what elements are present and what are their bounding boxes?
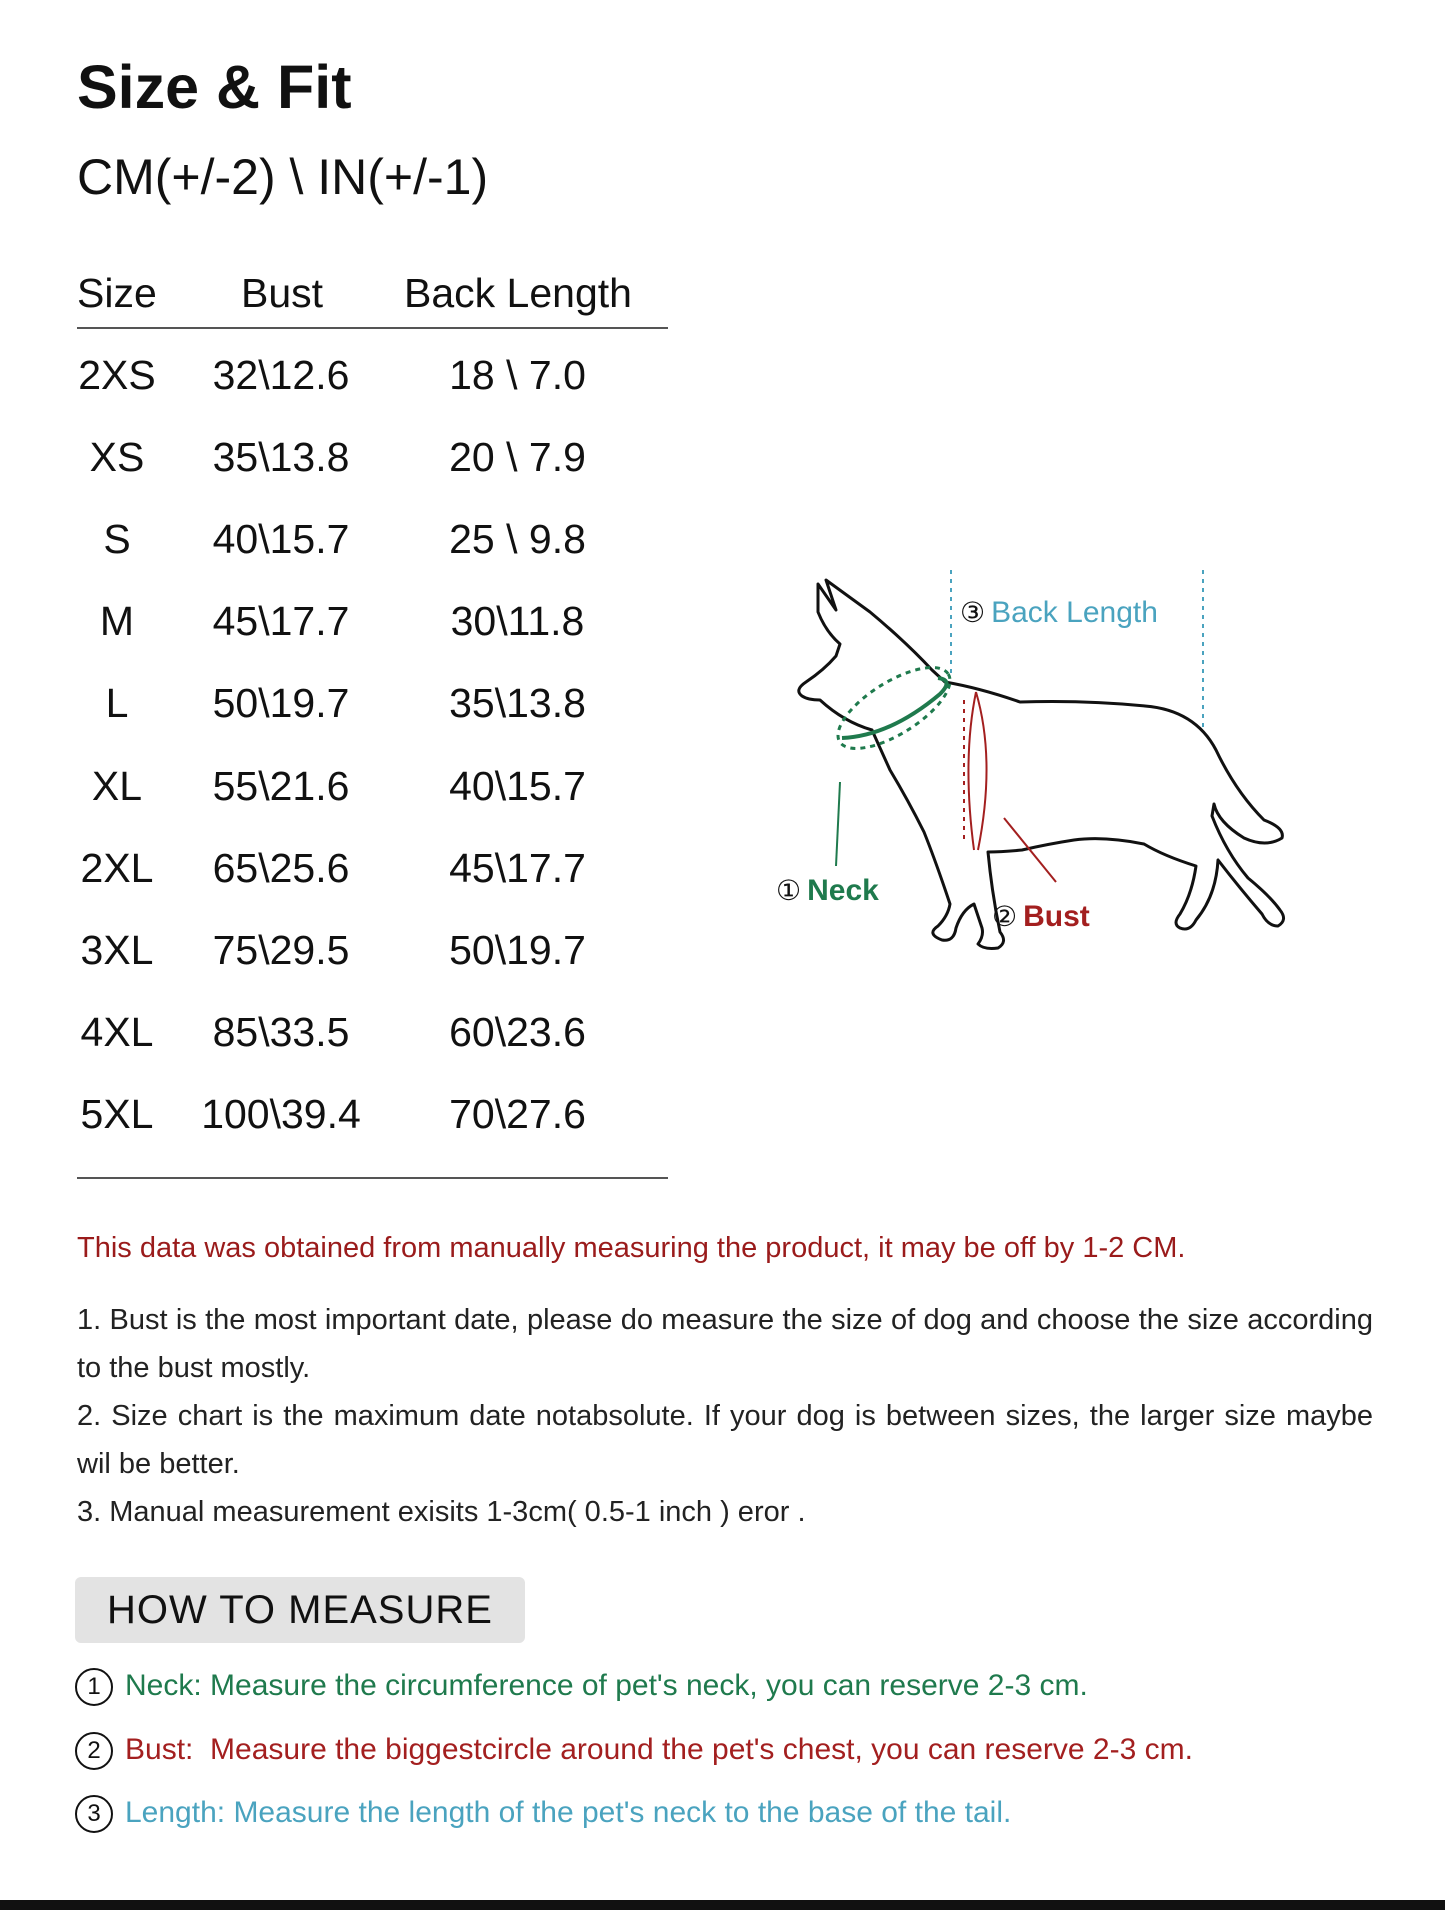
cell-back-length: 35\13.8 <box>449 680 586 726</box>
instruction-label: Length: <box>125 1795 226 1829</box>
back-length-text: Back Length <box>991 596 1158 629</box>
tip-item: 2. Size chart is the maximum date notabsolute. If your dog is between sizes, the larger size maybe wil be better. <box>77 1400 1373 1480</box>
how-to-measure-heading: HOW TO MEASURE <box>75 1577 525 1643</box>
table-row <box>0 927 700 987</box>
cell-bust: 50\19.7 <box>212 680 350 726</box>
table-bottom-divider <box>77 1177 668 1179</box>
cell-size: 5XL <box>80 1091 154 1137</box>
cell-bust: 85\33.5 <box>212 1009 350 1055</box>
back-length-label <box>960 596 1158 630</box>
tip-item: 1. Bust is the most important date, please do measure the size of dog and choose the size according to the bust mostly. <box>77 1304 1373 1384</box>
cell-back-length: 50\19.7 <box>449 927 586 973</box>
instruction-text: Measure the biggestcircle around the pet's chest, you can reserve 2-3 cm. <box>210 1732 1193 1766</box>
cell-size: XS <box>89 434 145 480</box>
table-top-divider <box>77 327 668 329</box>
table-row <box>0 680 700 740</box>
circled-number-icon: 1 <box>75 1668 113 1706</box>
unit-tolerance: CM(+/-2) \ IN(+/-1) <box>77 149 489 205</box>
cell-bust: 32\12.6 <box>212 352 350 398</box>
table-row <box>0 516 700 576</box>
instruction-text: Measure the length of the pet's neck to the base of the tail. <box>233 1795 1012 1829</box>
back-length-number: ③ <box>960 597 986 628</box>
table-row <box>0 352 700 412</box>
header-back-length: Back Length <box>404 270 632 316</box>
cell-bust: 40\15.7 <box>212 516 350 562</box>
header-size: Size <box>77 270 157 316</box>
page-title: Size & Fit <box>77 53 352 121</box>
cell-back-length: 40\15.7 <box>449 763 586 809</box>
neck-text: Neck <box>807 874 879 907</box>
bust-measure-loop <box>968 692 986 850</box>
instruction-label: Neck: <box>125 1668 202 1702</box>
fit-tips <box>77 1296 1373 1536</box>
cell-bust: 55\21.6 <box>212 763 350 809</box>
measure-length-instruction <box>75 1795 1011 1833</box>
cell-size: 2XL <box>80 845 154 891</box>
cell-size: 4XL <box>80 1009 154 1055</box>
neck-measure-loop <box>826 652 962 764</box>
measurement-disclaimer: This data was obtained from manually measuring the product, it may be off by 1-2 CM. <box>77 1232 1186 1264</box>
bust-number: ② <box>992 901 1018 932</box>
cell-bust: 100\39.4 <box>201 1091 361 1137</box>
cell-size: XL <box>91 763 143 809</box>
cell-size: 2XS <box>78 352 156 398</box>
cell-size: M <box>99 598 135 644</box>
bust-text: Bust <box>1023 900 1090 933</box>
cell-back-length: 30\11.8 <box>450 598 585 644</box>
bottom-border <box>0 1900 1445 1910</box>
circled-number-icon: 3 <box>75 1795 113 1833</box>
table-row <box>0 598 700 658</box>
instruction-text: Measure the circumference of pet's neck, you can reserve 2-3 cm. <box>210 1668 1088 1702</box>
header-bust: Bust <box>241 270 324 316</box>
dog-measurement-diagram <box>740 560 1300 990</box>
cell-back-length: 18 \ 7.0 <box>449 352 586 398</box>
cell-back-length: 70\27.6 <box>449 1091 586 1137</box>
cell-bust: 35\13.8 <box>212 434 350 480</box>
instruction-label: Bust: <box>125 1732 194 1766</box>
neck-label <box>776 874 879 908</box>
table-row <box>0 434 700 494</box>
cell-back-length: 60\23.6 <box>449 1009 586 1055</box>
cell-back-length: 25 \ 9.8 <box>449 516 586 562</box>
table-row <box>0 845 700 905</box>
neck-number: ① <box>776 875 802 906</box>
circled-number-icon: 2 <box>75 1732 113 1770</box>
cell-size: L <box>105 680 129 726</box>
table-row <box>0 1091 700 1151</box>
cell-back-length: 45\17.7 <box>449 845 586 891</box>
neck-measure-front <box>842 678 947 738</box>
cell-bust: 65\25.6 <box>212 845 350 891</box>
table-row <box>0 1009 700 1069</box>
tip-item: 3. Manual measurement exisits 1-3cm( 0.5-1 inch ) eror . <box>77 1496 806 1528</box>
cell-size: 3XL <box>80 927 154 973</box>
cell-back-length: 20 \ 7.9 <box>449 434 586 480</box>
measure-neck-instruction <box>75 1668 1088 1706</box>
bust-label <box>992 900 1090 934</box>
cell-bust: 75\29.5 <box>212 927 350 973</box>
measure-bust-instruction <box>75 1732 1193 1770</box>
cell-bust: 45\17.7 <box>212 598 350 644</box>
neck-pointer <box>836 782 840 866</box>
cell-size: S <box>103 516 131 562</box>
table-row <box>0 763 700 823</box>
